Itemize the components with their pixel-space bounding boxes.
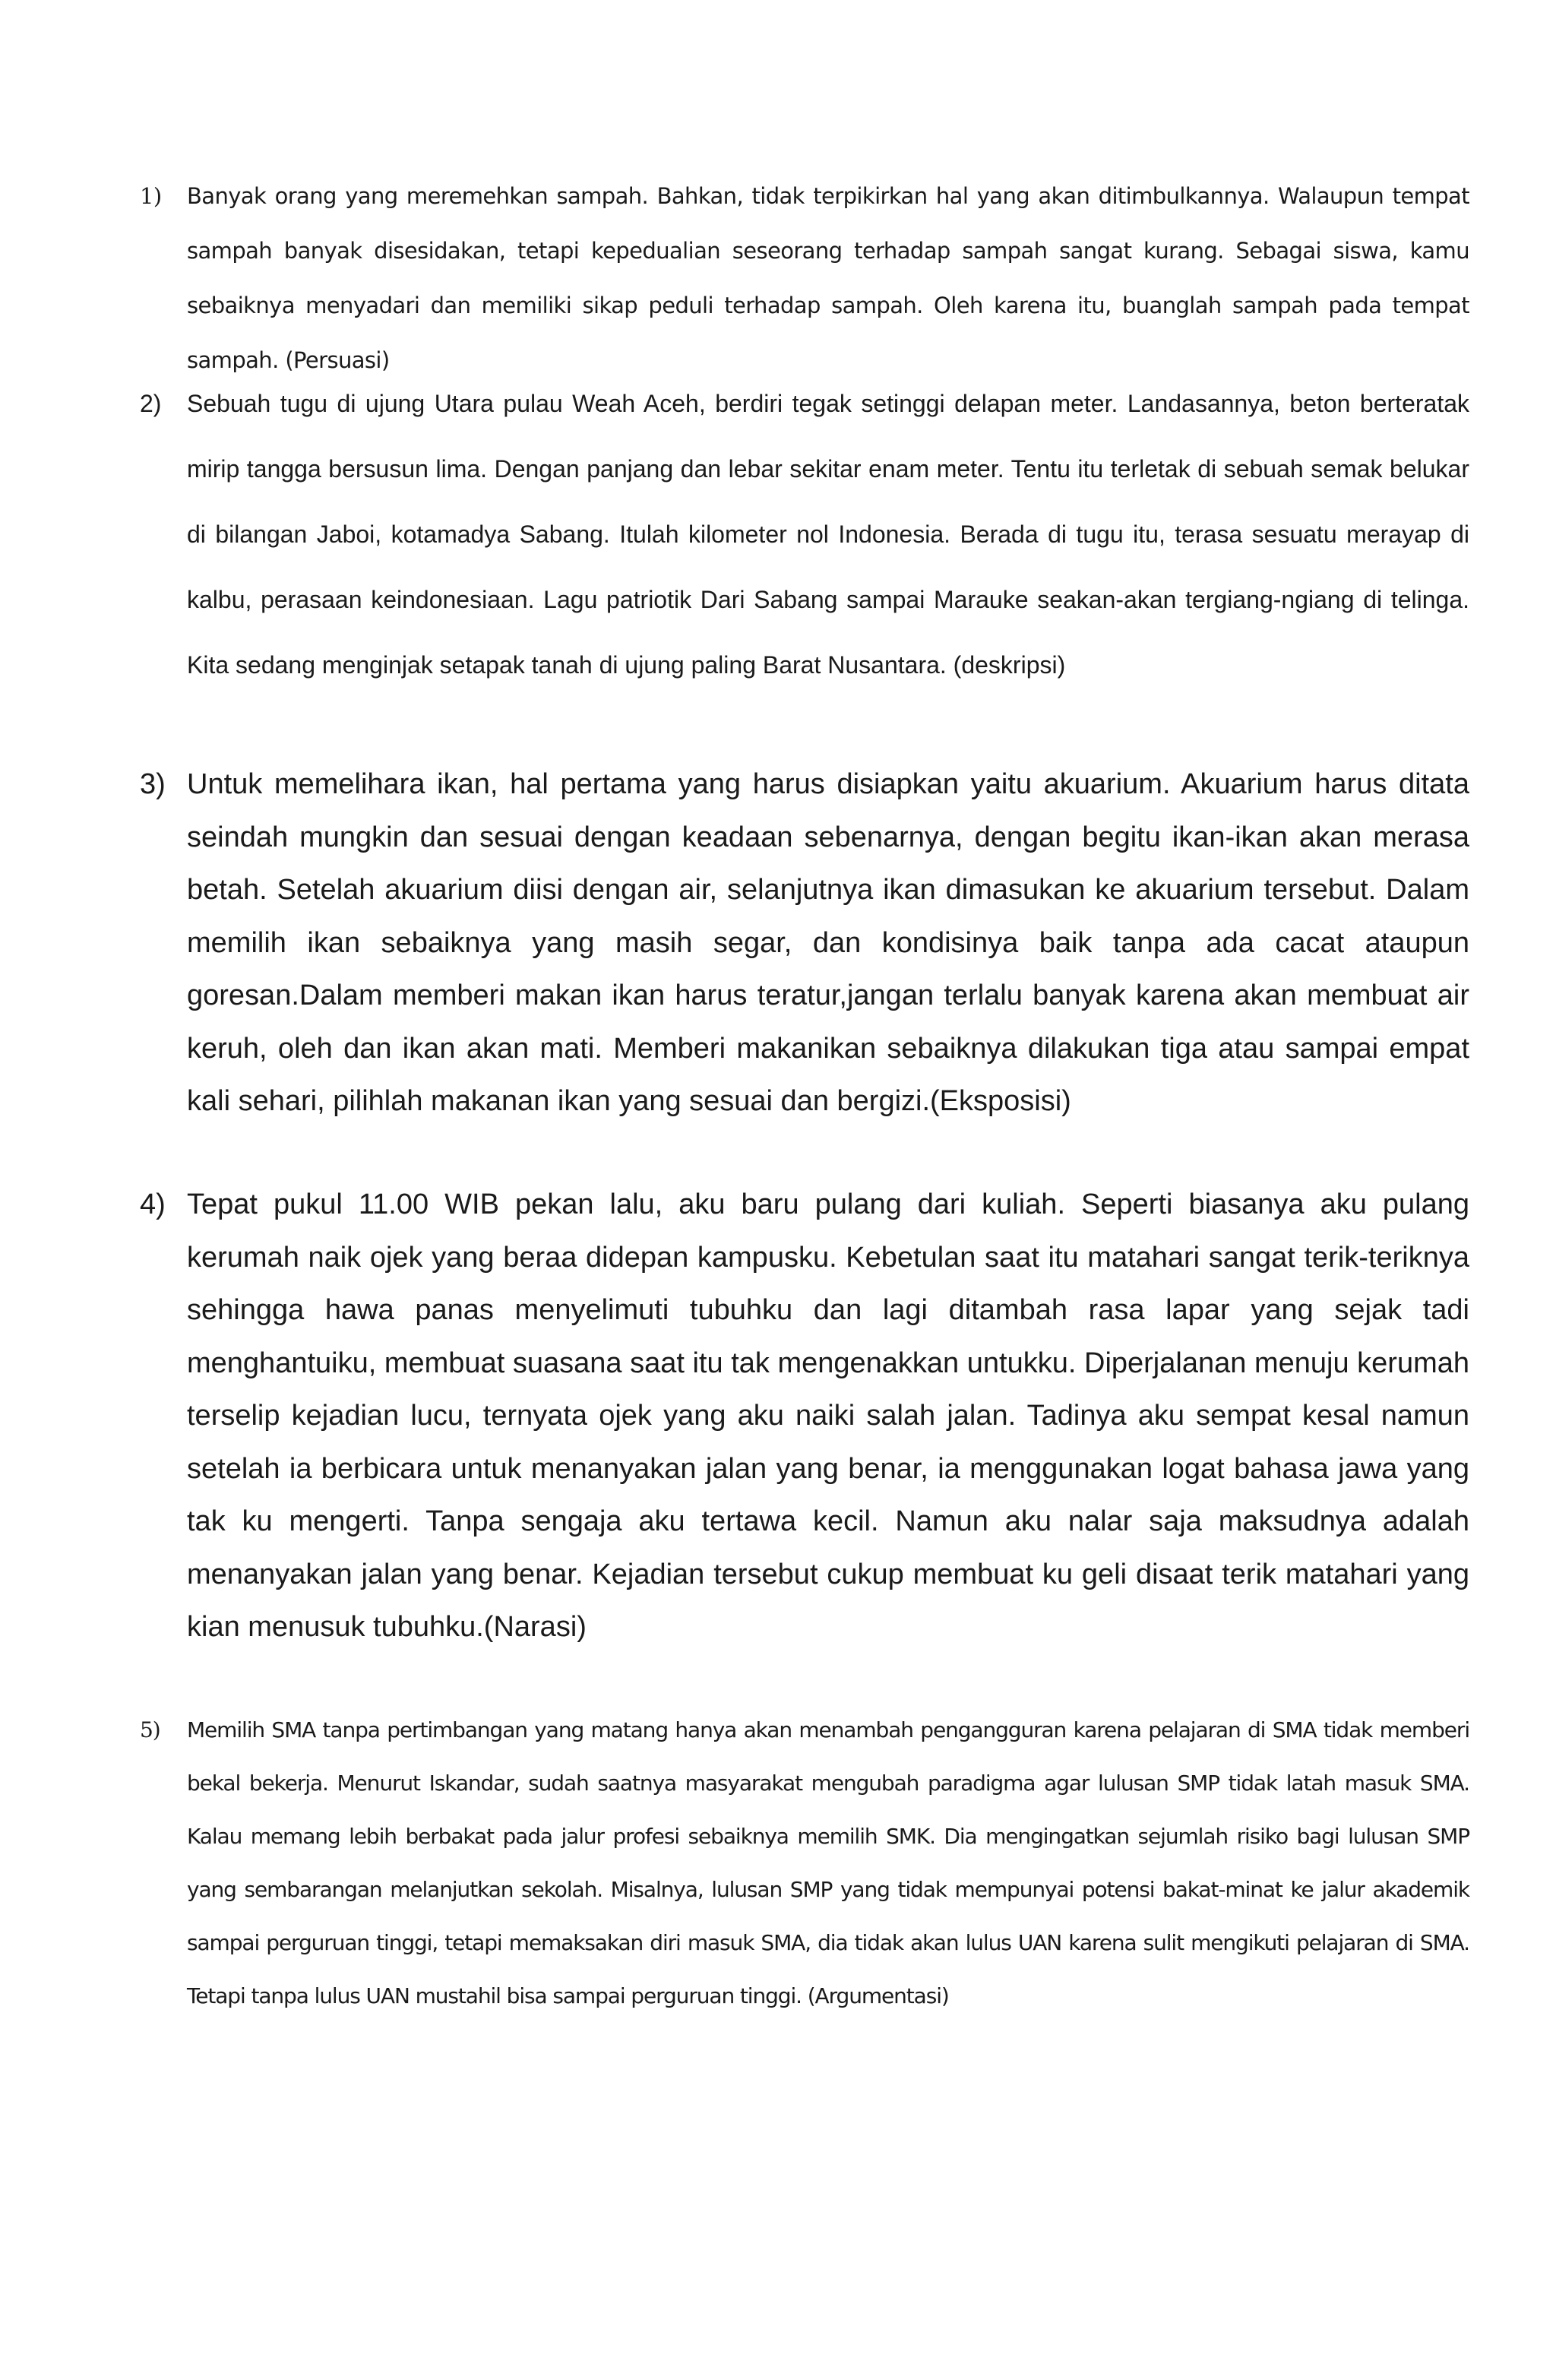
paragraph-text: Memilih SMA tanpa pertimbangan yang matang hanya akan menambah pengangguran karena pelajaran di SMA tidak memberi bekal bekerja. Menurut Iskandar, sudah saatnya masyarakat mengubah paradigma agar lulusan SMP tidak latah masuk SMA. Kalau memang lebih berbakat pada jalur profesi sebaiknya memilih SMK. Dia mengingatkan sejumlah risiko bagi lulusan SMP yang sembarangan melanjutkan sekolah. Misalnya, lulusan SMP yang tidak mempunyai potensi bakat-minat ke jalur akademik sampai perguruan tinggi, tetapi memaksakan diri masuk SMA, dia tidak akan lulus UAN karena sulit mengikuti pelajaran di SMA. Tetapi tanpa lulus UAN mustahil bisa sampai perguruan tinggi. (Argumentasi): [187, 1717, 1469, 2008]
paragraph-deskripsi: [140, 371, 1469, 698]
paragraph-text: Sebuah tugu di ujung Utara pulau Weah Aceh, berdiri tegak setinggi delapan meter. Landasannya, beton berteratak mirip tangga bersusun lima. Dengan panjang dan lebar sekitar enam meter. Tentu itu terletak di sebuah semak belukar di bilangan Jaboi, kotamadya Sabang. Itulah kilometer nol Indonesia. Berada di tugu itu, terasa sesuatu merayap di kalbu, perasaan keindonesiaan. Lagu patriotik Dari Sabang sampai Marauke seakan-akan tergiang-ngiang di telinga. Kita sedang menginjak setapak tanah di ujung paling Barat Nusantara. (deskripsi): [187, 390, 1469, 679]
paragraph-argumentasi: [140, 1704, 1469, 2023]
paragraph-eksposisi: [140, 758, 1469, 1128]
paragraph-text: Tepat pukul 11.00 WIB pekan lalu, aku baru pulang dari kuliah. Seperti biasanya aku pulang kerumah naik ojek yang beraa didepan kampusku. Kebetulan saat itu matahari sangat terik-teriknya sehingga hawa panas menyelimuti tubuhku dan lagi ditambah rasa lapar yang sejak tadi menghantuiku, membuat suasana saat itu tak mengenakkan untukku. Diperjalanan menuju kerumah terselip kejadian lucu, ternyata ojek yang aku naiki salah jalan. Tadinya aku sempat kesal namun setelah ia berbicara untuk menanyakan jalan yang benar, ia menggunakan logat bahasa jawa yang tak ku mengerti. Tanpa sengaja aku tertawa kecil. Namun aku nalar saja maksudnya adalah menanyakan jalan yang benar. Kejadian tersebut cukup membuat ku geli disaat terik matahari yang kian menusuk tubuhku.(Narasi): [187, 1188, 1469, 1643]
paragraph-narasi: [140, 1179, 1469, 1654]
paragraph-number: 4): [140, 1188, 166, 1220]
paragraph-text: Untuk memelihara ikan, hal pertama yang harus disiapkan yaitu akuarium. Akuarium harus ditata seindah mungkin dan sesuai dengan keadaan sebenarnya, dengan begitu ikan-ikan akan merasa betah. Setelah akuarium diisi dengan air, selanjutnya ikan dimasukan ke akuarium tersebut. Dalam memilih ikan sebaiknya yang masih segar, dan kondisinya baik tanpa ada cacat ataupun goresan.Dalam memberi makan ikan harus teratur,jangan terlalu banyak karena akan membuat air keruh, oleh dan ikan akan mati. Memberi makanikan sebaiknya dilakukan tiga atau sampai empat kali sehari, pilihlah makanan ikan yang sesuai dan bergizi.(Eksposisi): [187, 768, 1469, 1117]
paragraph-text: Banyak orang yang meremehkan sampah. Bahkan, tidak terpikirkan hal yang akan ditimbulkannya. Walaupun tempat sampah banyak disesidakan, tetapi kepedualian seseorang terhadap sampah sangat kurang. Sebagai siswa, kamu sebaiknya menyadari dan memiliki sikap peduli terhadap sampah. Oleh karena itu, buanglah sampah pada tempat sampah. (Persuasi): [187, 183, 1469, 373]
paragraph-number: 3): [140, 768, 166, 800]
paragraph-persuasi: [140, 169, 1469, 388]
paragraph-number: 1): [140, 183, 162, 209]
paragraph-number: 5): [140, 1717, 160, 1742]
paragraph-number: 2): [140, 390, 162, 417]
